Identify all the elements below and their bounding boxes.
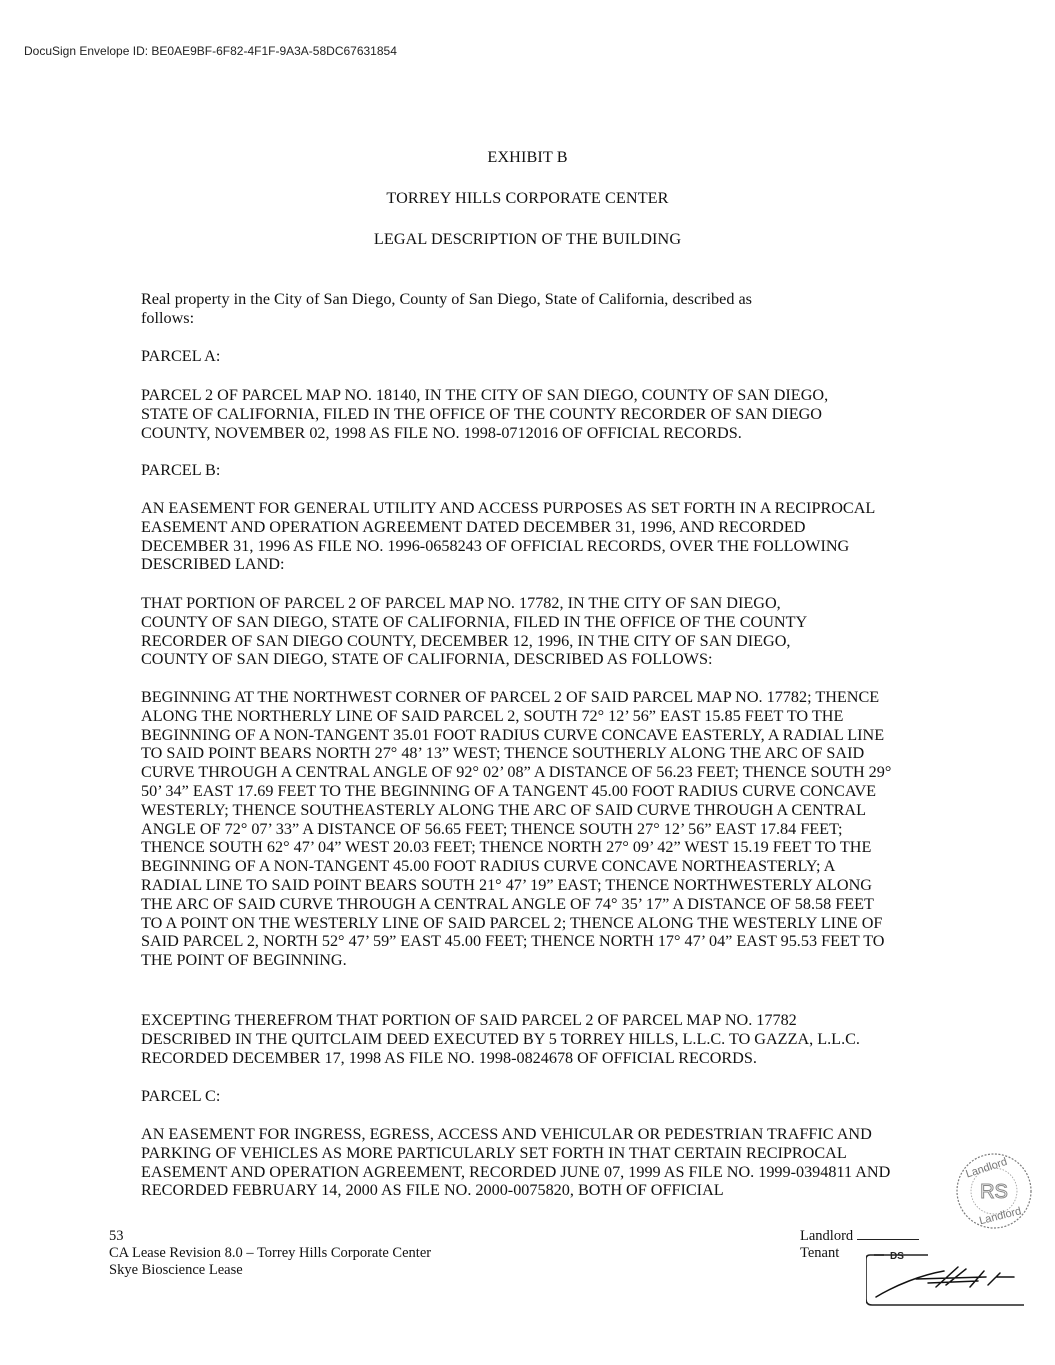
portion-paragraph: THAT PORTION OF PARCEL 2 OF PARCEL MAP NO. 17782, IN THE CITY OF SAN DIEGO, COUNTY OF SAN DIEGO, STATE OF CALIFORNIA, FILED IN THE OFFICE OF THE COUNTY RECORDER OF SAN DIEGO COUNTY, DECEMBER 12, 1996, IN THE CITY OF SAN DIEGO, COUNTY OF SAN DIEGO, STATE OF CALIFORNIA, DESCRIBED AS FOLLOWS: (141, 594, 807, 669)
lease-revision: CA Lease Revision 8.0 – Torrey Hills Corporate Center (109, 1245, 432, 1261)
tenant-signature-scribble (876, 1267, 1014, 1297)
stamp-top-text: Landlord (964, 1155, 1009, 1181)
page-number: 53 (109, 1228, 124, 1244)
legal-description-heading: LEGAL DESCRIPTION OF THE BUILDING (373, 230, 682, 248)
parcel-c-label: PARCEL C: (141, 1087, 221, 1105)
lease-name: Skye Bioscience Lease (109, 1262, 243, 1278)
parcel-b-paragraph: AN EASEMENT FOR GENERAL UTILITY AND ACCESS PURPOSES AS SET FORTH IN A RECIPROCAL EASEMENT AND OPERATION AGREEMENT DATED DECEMBER 31, 1996, AND RECORDED DECEMBER 31, 1996 AS FILE NO. 1996-0658243 OF OFFICIAL RECORDS, OVER THE FOLLOWING DESCRIBED LAND: (141, 499, 875, 574)
parcel-c-paragraph: AN EASEMENT FOR INGRESS, EGRESS, ACCESS AND VEHICULAR OR PEDESTRIAN TRAFFIC AND PARKING OF VEHICLES AS MORE PARTICULARLY SET FORTH IN THAT CERTAIN RECIPROCAL EASEMENT AND OPERATION AGREEMENT, RECORDED JUNE 07, 1999 AS FILE NO. 1999-0394811 AND RECORDED FEBRUARY 14, 2000 AS FILE NO. 2000-0075820, BOTH OF OFFICIAL (141, 1125, 891, 1200)
intro-paragraph: Real property in the City of San Diego, County of San Diego, State of California, described as follows: (141, 290, 752, 327)
excepting-paragraph: EXCEPTING THEREFROM THAT PORTION OF SAID PARCEL 2 OF PARCEL MAP NO. 17782 DESCRIBED IN THE QUITCLAIM DEED EXECUTED BY 5 TORREY HILLS, L.L.C. TO GAZZA, L.L.C. RECORDED DECEMBER 17, 1998 AS FILE NO. 1998-0824678 OF OFFICIAL RECORDS. (141, 1011, 860, 1067)
docusign-envelope-id: DocuSign Envelope ID: BE0AE9BF-6F82-4F1F-9A3A-58DC67631854 (24, 44, 397, 58)
tenant-label: Tenant (800, 1245, 840, 1261)
stamp-initials: RS (980, 1181, 1008, 1203)
footer-left (109, 1228, 431, 1279)
signature-bracket (866, 1255, 1024, 1305)
beginning-paragraph: BEGINNING AT THE NORTHWEST CORNER OF PARCEL 2 OF SAID PARCEL MAP NO. 17782; THENCE ALONG THE NORTHERLY LINE OF SAID PARCEL 2, SOUTH 72° 12’ 56” EAST 15.85 FEET TO THE BEGINNING OF A NON-TANGENT 35.01 FOOT RADIUS CURVE CONCAVE EASTERLY, A RADIAL LINE TO SAID POINT BEARS NORTH 27° 48’ 13” WEST; THENCE SOUTHERLY ALONG THE ARC OF SAID CURVE THROUGH A CENTRAL ANGLE OF 92° 02’ 08” A DISTANCE OF 56.23 FEET; THENCE SOUTH 29° 50’ 34” EAST 17.69 FEET TO THE BEGINNING OF A TANGENT 45.00 FOOT RADIUS CURVE CONCAVE WESTERLY; THENCE SOUTHEASTERLY ALONG THE ARC OF SAID CURVE THROUGH A CENTRAL ANGLE OF 72° 07’ 33” A DISTANCE OF 56.65 FEET; THENCE SOUTH 27° 12’ 56” EAST 17.84 FEET; THENCE SOUTH 62° 47’ 04” WEST 20.03 FEET; THENCE NORTH 27° 09’ 42” WEST 15.19 FEET TO THE BEGINNING OF A NON-TANGENT 45.00 FOOT RADIUS CURVE CONCAVE NORTHEASTERLY; A RADIAL LINE TO SAID POINT BEARS SOUTH 21° 47’ 19” EAST; THENCE NORTHWESTERLY ALONG THE ARC OF SAID CURVE THROUGH A CENTRAL ANGLE OF 74° 35’ 17” A DISTANCE OF 58.58 FEET TO A POINT ON THE WESTERLY LINE OF SAID PARCEL 2; THENCE ALONG THE WESTERLY LINE OF SAID PARCEL 2, NORTH 52° 47’ 59” EAST 45.00 FEET; THENCE NORTH 17° 47’ 04” EAST 95.53 FEET TO THE POINT OF BEGINNING. (141, 688, 892, 970)
parcel-a-label: PARCEL A: (141, 347, 221, 365)
stamp-bottom-text: Landlord (978, 1205, 1023, 1228)
docusign-tag: DS (890, 1251, 904, 1262)
landlord-initials-stamp (953, 1150, 1035, 1232)
parcel-a-paragraph: PARCEL 2 OF PARCEL MAP NO. 18140, IN THE CITY OF SAN DIEGO, COUNTY OF SAN DIEGO, STATE OF CALIFORNIA, FILED IN THE OFFICE OF THE COUNTY RECORDER OF SAN DIEGO COUNTY, NOVEMBER 02, 1998 AS FILE NO. 1998-0712016 OF OFFICIAL RECORDS. (141, 386, 829, 442)
parcel-b-label: PARCEL B: (141, 461, 221, 479)
tenant-signature-box (866, 1247, 1026, 1311)
landlord-initial-line (800, 1228, 919, 1245)
center-name-heading: TORREY HILLS CORPORATE CENTER (386, 189, 669, 207)
exhibit-title: EXHIBIT B (487, 148, 568, 166)
landlord-blank-line (857, 1228, 919, 1240)
landlord-label: Landlord (800, 1228, 854, 1244)
